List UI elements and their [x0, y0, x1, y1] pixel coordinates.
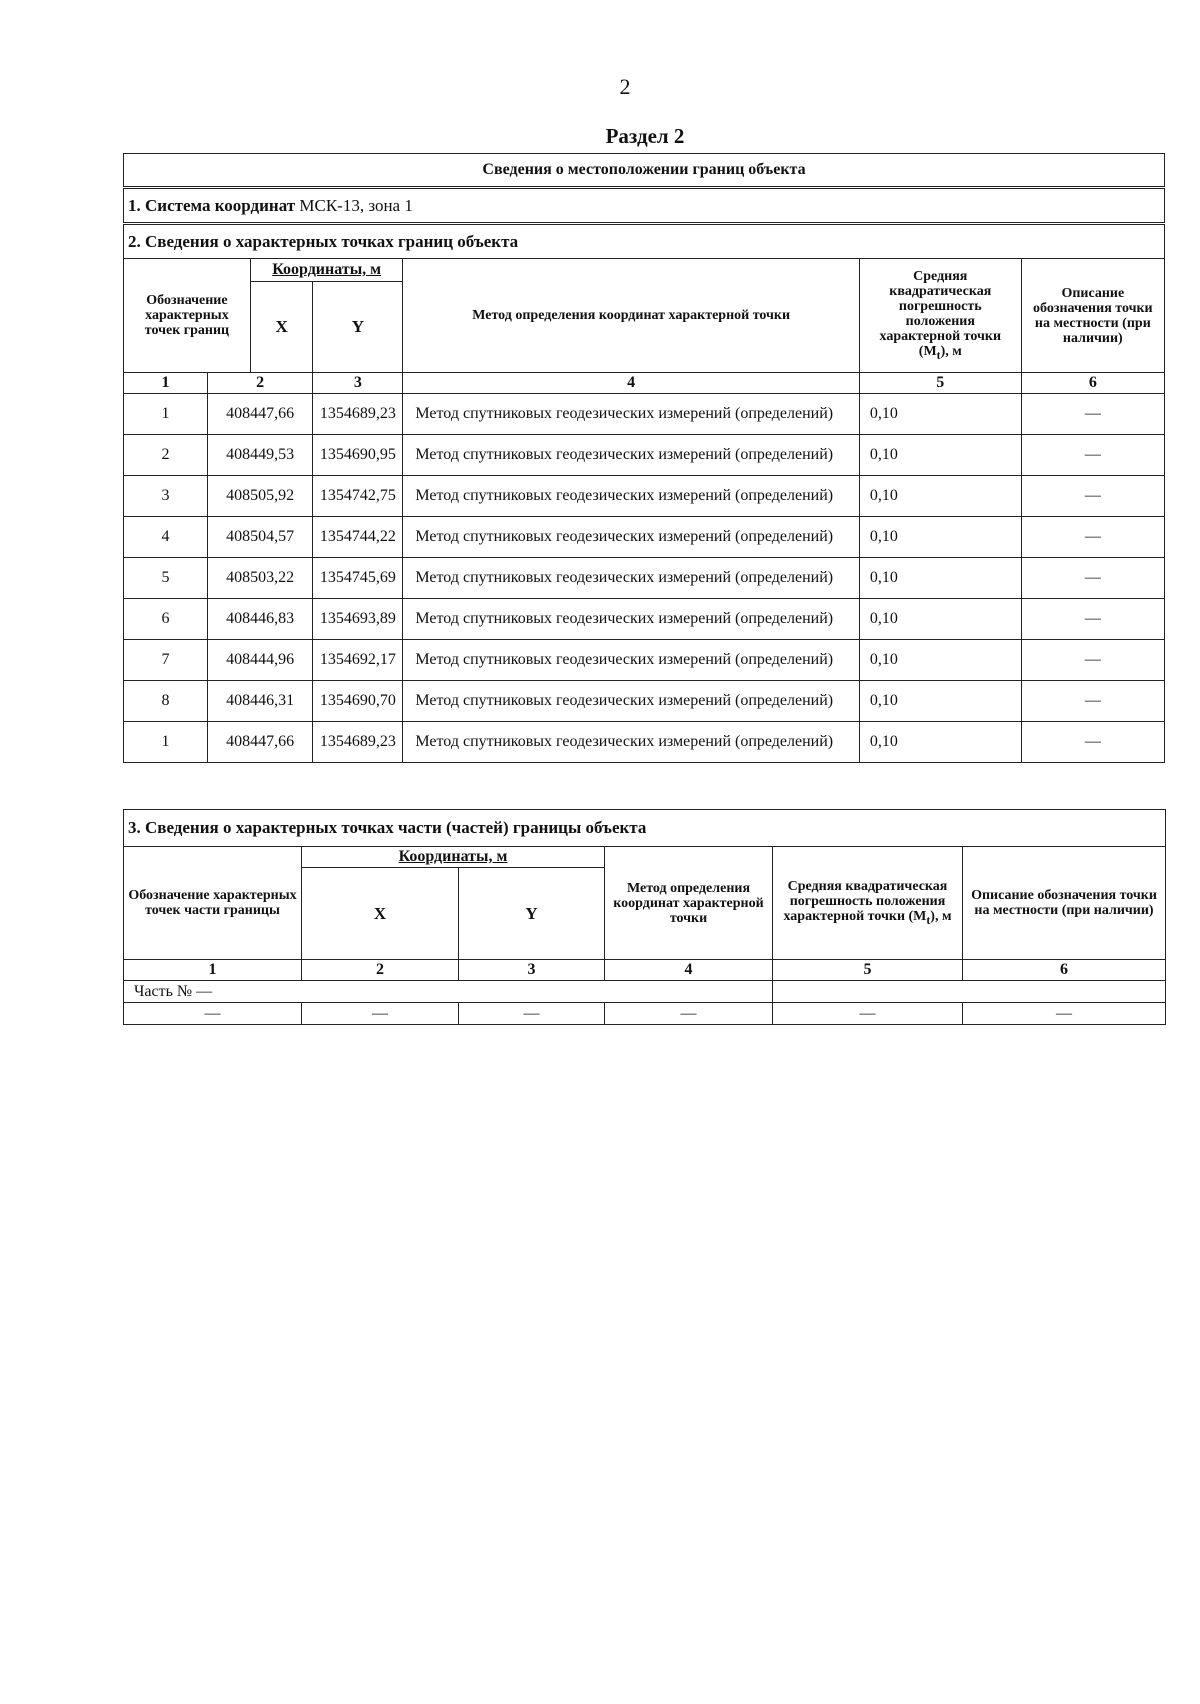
- point-description: —: [1021, 681, 1164, 722]
- header-coordinates: Координаты, м: [250, 259, 403, 282]
- col-number: 3: [459, 960, 605, 981]
- point-id: 1: [124, 394, 208, 435]
- header-error-unit: ), м: [940, 343, 962, 359]
- empty-cell: —: [963, 1003, 1166, 1025]
- point-method: Метод спутниковых геодезических измерений (определений): [403, 558, 860, 599]
- header-designation: Обозначение характерных точек границ: [124, 259, 251, 373]
- header2-error: [773, 847, 963, 960]
- point-method: Метод спутниковых геодезических измерений (определений): [403, 476, 860, 517]
- table-row: [124, 476, 1165, 517]
- coord-system-label: 1. Система координат: [128, 195, 296, 215]
- table-row: [124, 435, 1165, 476]
- point-id: 6: [124, 599, 208, 640]
- point-id: 7: [124, 640, 208, 681]
- point-y: 1354690,95: [313, 435, 403, 476]
- empty-cell: —: [124, 1003, 302, 1025]
- col-number: 1: [124, 373, 208, 394]
- part-label-empty: [773, 981, 1166, 1003]
- point-id: 4: [124, 517, 208, 558]
- point-error: 0,10: [859, 681, 1021, 722]
- header-x: X: [250, 282, 312, 373]
- table-row: [124, 558, 1165, 599]
- header-description: Описание обозначения точки на местности (при наличии): [1021, 259, 1164, 373]
- header2-method: Метод определения координат характерной точки: [605, 847, 773, 960]
- col-number: 6: [1021, 373, 1164, 394]
- point-error: 0,10: [859, 517, 1021, 558]
- point-error: 0,10: [859, 476, 1021, 517]
- point-x: 408447,66: [207, 722, 312, 763]
- col-number: 3: [313, 373, 403, 394]
- header2-error-unit: ), м: [930, 908, 952, 924]
- page-number: 2: [619, 74, 631, 99]
- point-description: —: [1021, 394, 1164, 435]
- point-description: —: [1021, 435, 1164, 476]
- header2-error-sub: t: [926, 913, 931, 927]
- header-method: Метод определения координат характерной точки: [403, 259, 860, 373]
- empty-cell: —: [459, 1003, 605, 1025]
- table-row: [124, 517, 1165, 558]
- col-number: 2: [302, 960, 459, 981]
- point-x: 408447,66: [207, 394, 312, 435]
- point-y: 1354744,22: [313, 517, 403, 558]
- point-description: —: [1021, 599, 1164, 640]
- points-section-title: 2. Сведения о характерных точках границ объекта: [124, 224, 1165, 259]
- point-error: 0,10: [859, 599, 1021, 640]
- part-label: Часть № —: [124, 981, 773, 1003]
- header-y: Y: [313, 282, 403, 373]
- point-x: 408444,96: [207, 640, 312, 681]
- col-number: 4: [403, 373, 860, 394]
- col-number: 2: [207, 373, 312, 394]
- point-error: 0,10: [859, 394, 1021, 435]
- boundary-points-table: [123, 153, 1165, 763]
- point-method: Метод спутниковых геодезических измерений (определений): [403, 435, 860, 476]
- point-x: 408504,57: [207, 517, 312, 558]
- point-id: 8: [124, 681, 208, 722]
- point-method: Метод спутниковых геодезических измерений (определений): [403, 394, 860, 435]
- point-y: 1354745,69: [313, 558, 403, 599]
- coord-system-row: [124, 188, 1165, 224]
- table-row: [124, 681, 1165, 722]
- point-method: Метод спутниковых геодезических измерений (определений): [403, 640, 860, 681]
- point-description: —: [1021, 558, 1164, 599]
- point-id: 1: [124, 722, 208, 763]
- point-error: 0,10: [859, 558, 1021, 599]
- point-error: 0,10: [859, 722, 1021, 763]
- point-x: 408503,22: [207, 558, 312, 599]
- point-description: —: [1021, 517, 1164, 558]
- table-row: [124, 722, 1165, 763]
- col-number: 6: [963, 960, 1166, 981]
- col-number: 5: [859, 373, 1021, 394]
- point-x: 408505,92: [207, 476, 312, 517]
- point-y: 1354693,89: [313, 599, 403, 640]
- table2-title: 3. Сведения о характерных точках части (частей) границы объекта: [124, 810, 1166, 847]
- point-description: —: [1021, 722, 1164, 763]
- header-error-text: Средняя квадратическая погрешность положения характерной точки (M: [879, 268, 1002, 359]
- table-row: [124, 394, 1165, 435]
- col-number: 4: [605, 960, 773, 981]
- header2-designation: Обозначение характерных точек части границы: [124, 847, 302, 960]
- header2-description: Описание обозначения точки на местности (при наличии): [963, 847, 1166, 960]
- point-method: Метод спутниковых геодезических измерений (определений): [403, 722, 860, 763]
- section-title: Раздел 2: [605, 124, 685, 148]
- empty-row: [124, 1003, 1166, 1025]
- empty-cell: —: [773, 1003, 963, 1025]
- coord-system-value: МСК-13, зона 1: [299, 195, 413, 215]
- point-id: 3: [124, 476, 208, 517]
- header-error: [859, 259, 1021, 373]
- header2-x: X: [302, 868, 459, 960]
- point-x: 408446,31: [207, 681, 312, 722]
- point-method: Метод спутниковых геодезических измерений (определений): [403, 517, 860, 558]
- column-numbers-row: [124, 373, 1165, 394]
- column-numbers-row-2: [124, 960, 1166, 981]
- header2-coordinates: Координаты, м: [302, 847, 605, 868]
- point-y: 1354689,23: [313, 394, 403, 435]
- point-id: 2: [124, 435, 208, 476]
- point-description: —: [1021, 476, 1164, 517]
- point-y: 1354692,17: [313, 640, 403, 681]
- point-y: 1354742,75: [313, 476, 403, 517]
- point-description: —: [1021, 640, 1164, 681]
- part-points-table: [123, 809, 1166, 1025]
- empty-cell: —: [605, 1003, 773, 1025]
- col-number: 1: [124, 960, 302, 981]
- point-method: Метод спутниковых геодезических измерений (определений): [403, 599, 860, 640]
- point-error: 0,10: [859, 435, 1021, 476]
- col-number: 5: [773, 960, 963, 981]
- header2-error-text: Средняя квадратическая погрешность положения характерной точки (M: [783, 878, 948, 924]
- point-y: 1354689,23: [313, 722, 403, 763]
- point-y: 1354690,70: [313, 681, 403, 722]
- point-id: 5: [124, 558, 208, 599]
- table-row: [124, 599, 1165, 640]
- table-row: [124, 640, 1165, 681]
- point-x: 408449,53: [207, 435, 312, 476]
- point-error: 0,10: [859, 640, 1021, 681]
- point-method: Метод спутниковых геодезических измерений (определений): [403, 681, 860, 722]
- header2-y: Y: [459, 868, 605, 960]
- header-error-sub: t: [936, 348, 941, 362]
- point-x: 408446,83: [207, 599, 312, 640]
- empty-cell: —: [302, 1003, 459, 1025]
- table1-title: Сведения о местоположении границ объекта: [124, 154, 1165, 188]
